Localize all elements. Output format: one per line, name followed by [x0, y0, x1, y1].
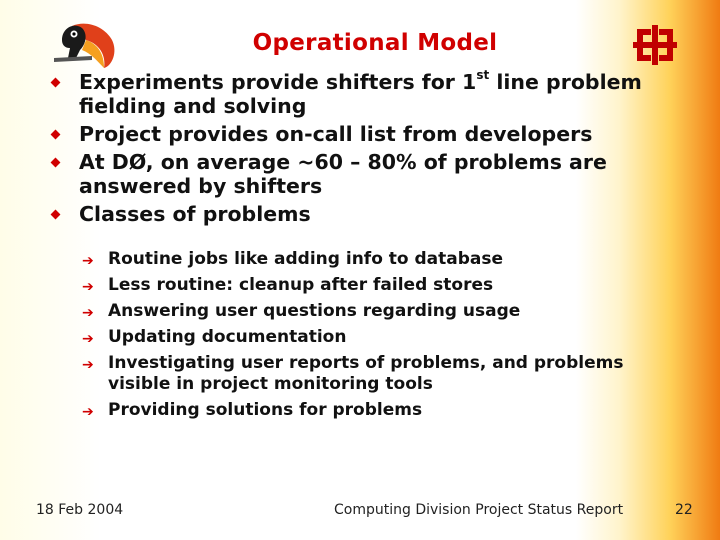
- sub-bullet-text: Less routine: cleanup after failed stores: [108, 275, 494, 295]
- sub-bullet-text: Updating documentation: [108, 327, 347, 347]
- bullet-text-1a: Experiments provide shifters for 1: [79, 70, 477, 94]
- sub-bullet-item: [82, 327, 642, 348]
- footer-title: Computing Division Project Status Report: [334, 502, 624, 518]
- sub-bullet-text: Answering user questions regarding usage: [108, 301, 521, 321]
- arrow-right-icon: ➔: [82, 404, 94, 420]
- sub-bullet-item: [82, 301, 642, 322]
- sub-bullet-list: [82, 249, 642, 426]
- diamond-bullet-icon: [51, 158, 61, 168]
- arrow-right-icon: ➔: [82, 357, 94, 373]
- arrow-right-icon: ➔: [82, 279, 94, 295]
- bullet-item: [49, 70, 649, 118]
- sub-bullet-item: [82, 400, 642, 421]
- sub-bullet-text: Investigating user reports of problems, and problems visible in project monitoring tools: [108, 353, 624, 394]
- slide-title: Operational Model: [252, 30, 498, 56]
- sub-bullet-item: [82, 275, 642, 296]
- arrow-right-icon: ➔: [82, 331, 94, 347]
- arrow-right-icon: ➔: [82, 253, 94, 269]
- bullet-list: [49, 70, 649, 230]
- diamond-bullet-icon: [51, 78, 61, 88]
- bullet-item: [49, 202, 649, 226]
- diamond-bullet-icon: [51, 210, 61, 220]
- bullet-item: [49, 122, 649, 146]
- sub-bullet-text: Routine jobs like adding info to database: [108, 249, 504, 269]
- toucan-logo-icon: [52, 18, 118, 70]
- fermilab-logo-icon: [633, 25, 677, 65]
- bullet-text-1b: line problem fielding and solving: [79, 70, 642, 118]
- arrow-right-icon: ➔: [82, 305, 94, 321]
- sub-bullet-item: [82, 353, 642, 395]
- sub-bullet-item: [82, 249, 642, 270]
- sub-bullet-text: Providing solutions for problems: [108, 400, 423, 420]
- bullet-text-2: Project provides on-call list from developers: [79, 122, 593, 146]
- diamond-bullet-icon: [51, 130, 61, 140]
- bullet-text-3: At DØ, on average ~60 – 80% of problems are answered by shifters: [79, 150, 607, 198]
- bullet-text-1-sup: st: [476, 68, 490, 83]
- bullet-text-4: Classes of problems: [79, 202, 311, 226]
- page-number: 22: [675, 502, 693, 518]
- footer-date: 18 Feb 2004: [36, 502, 124, 518]
- bullet-item: [49, 150, 649, 198]
